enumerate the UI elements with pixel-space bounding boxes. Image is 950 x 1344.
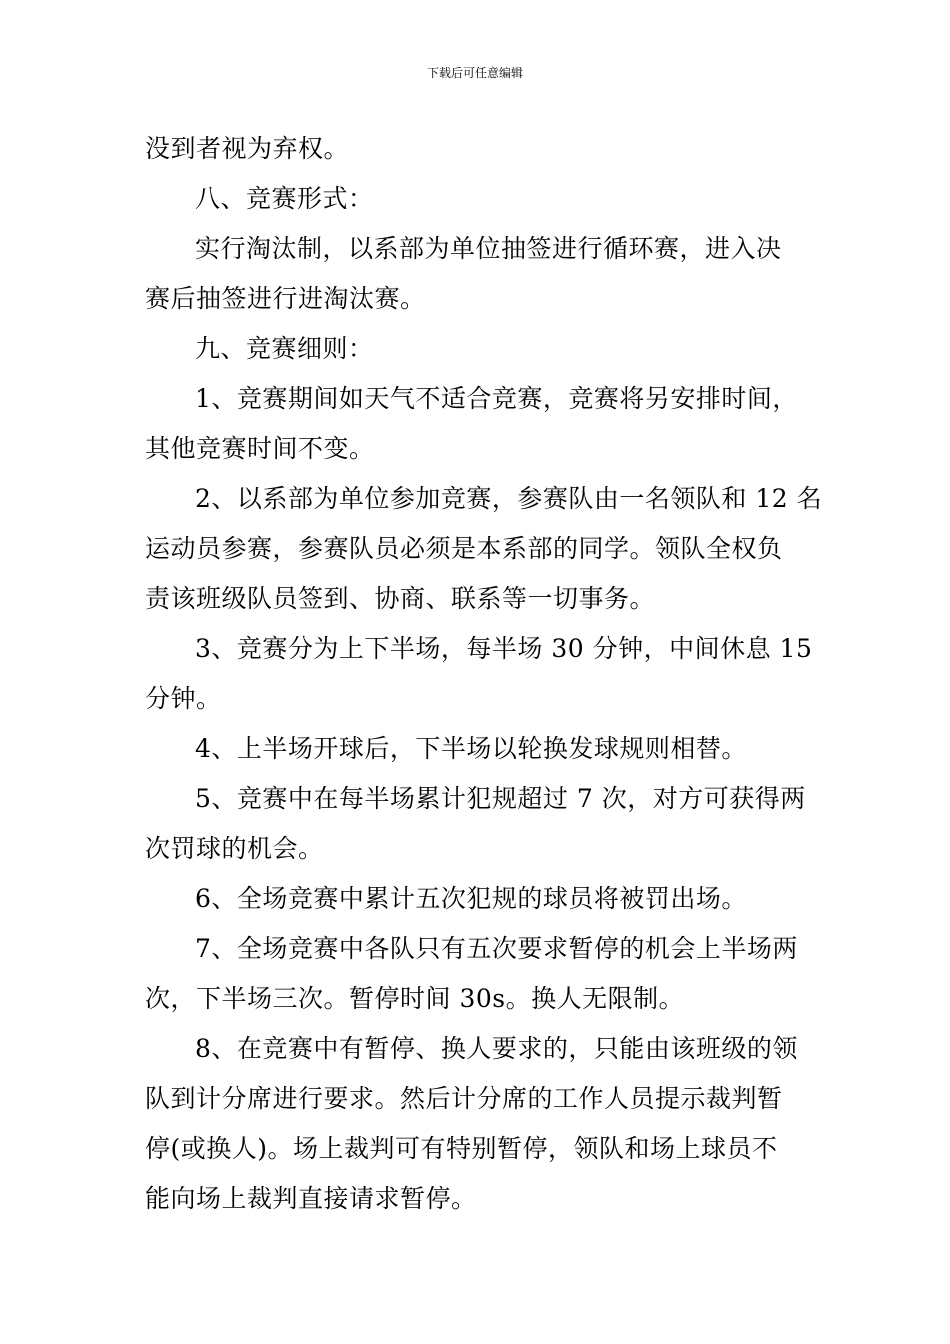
rule-item-2: 2、以系部为单位参加竞赛，参赛队由一名领队和 12 名: [195, 484, 823, 513]
rule-item-8: 8、在竞赛中有暂停、换人要求的，只能由该班级的领: [195, 1034, 798, 1063]
rule-item-6: 6、全场竞赛中累计五次犯规的球员将被罚出场。: [195, 884, 747, 913]
paragraph-line: 赛后抽签进行进淘汰赛。: [145, 284, 426, 313]
rule-item-4: 4、上半场开球后，下半场以轮换发球规则相替。: [195, 734, 747, 763]
rule-item-3: 3、竞赛分为上下半场，每半场 30 分钟，中间休息 15: [195, 634, 813, 663]
paragraph-line: 实行淘汰制，以系部为单位抽签进行循环赛，进入决: [195, 234, 782, 263]
paragraph-line: 责该班级队员签到、协商、联系等一切事务。: [145, 584, 656, 613]
rule-item-5: 5、竞赛中在每半场累计犯规超过 7 次，对方可获得两: [195, 784, 806, 813]
paragraph-line: 没到者视为弃权。: [145, 134, 350, 163]
rule-item-7: 7、全场竞赛中各队只有五次要求暂停的机会上半场两: [195, 934, 798, 963]
paragraph-line: 次，下半场三次。暂停时间 30s。换人无限制。: [145, 984, 685, 1013]
paragraph-line: 运动员参赛，参赛队员必须是本系部的同学。领队全权负: [145, 534, 783, 563]
rule-item-1: 1、竞赛期间如天气不适合竞赛，竞赛将另安排时间，: [195, 384, 798, 413]
paragraph-line: 次罚球的机会。: [145, 834, 324, 863]
paragraph-line: 停(或换人)。场上裁判可有特别暂停，领队和场上球员不: [145, 1134, 778, 1163]
paragraph-line: 能向场上裁判直接请求暂停。: [145, 1184, 477, 1213]
document-body: [145, 124, 823, 1224]
paragraph-line: 分钟。: [145, 684, 222, 713]
paragraph-line: 队到计分席进行要求。然后计分席的工作人员提示裁判暂: [145, 1084, 783, 1113]
paragraph-line: 其他竞赛时间不变。: [145, 434, 375, 463]
section-heading-competition-format: 八、竞赛形式：: [195, 184, 374, 213]
section-heading-competition-rules: 九、竞赛细则：: [195, 334, 374, 363]
page-header: 下载后可任意编辑: [426, 66, 523, 80]
